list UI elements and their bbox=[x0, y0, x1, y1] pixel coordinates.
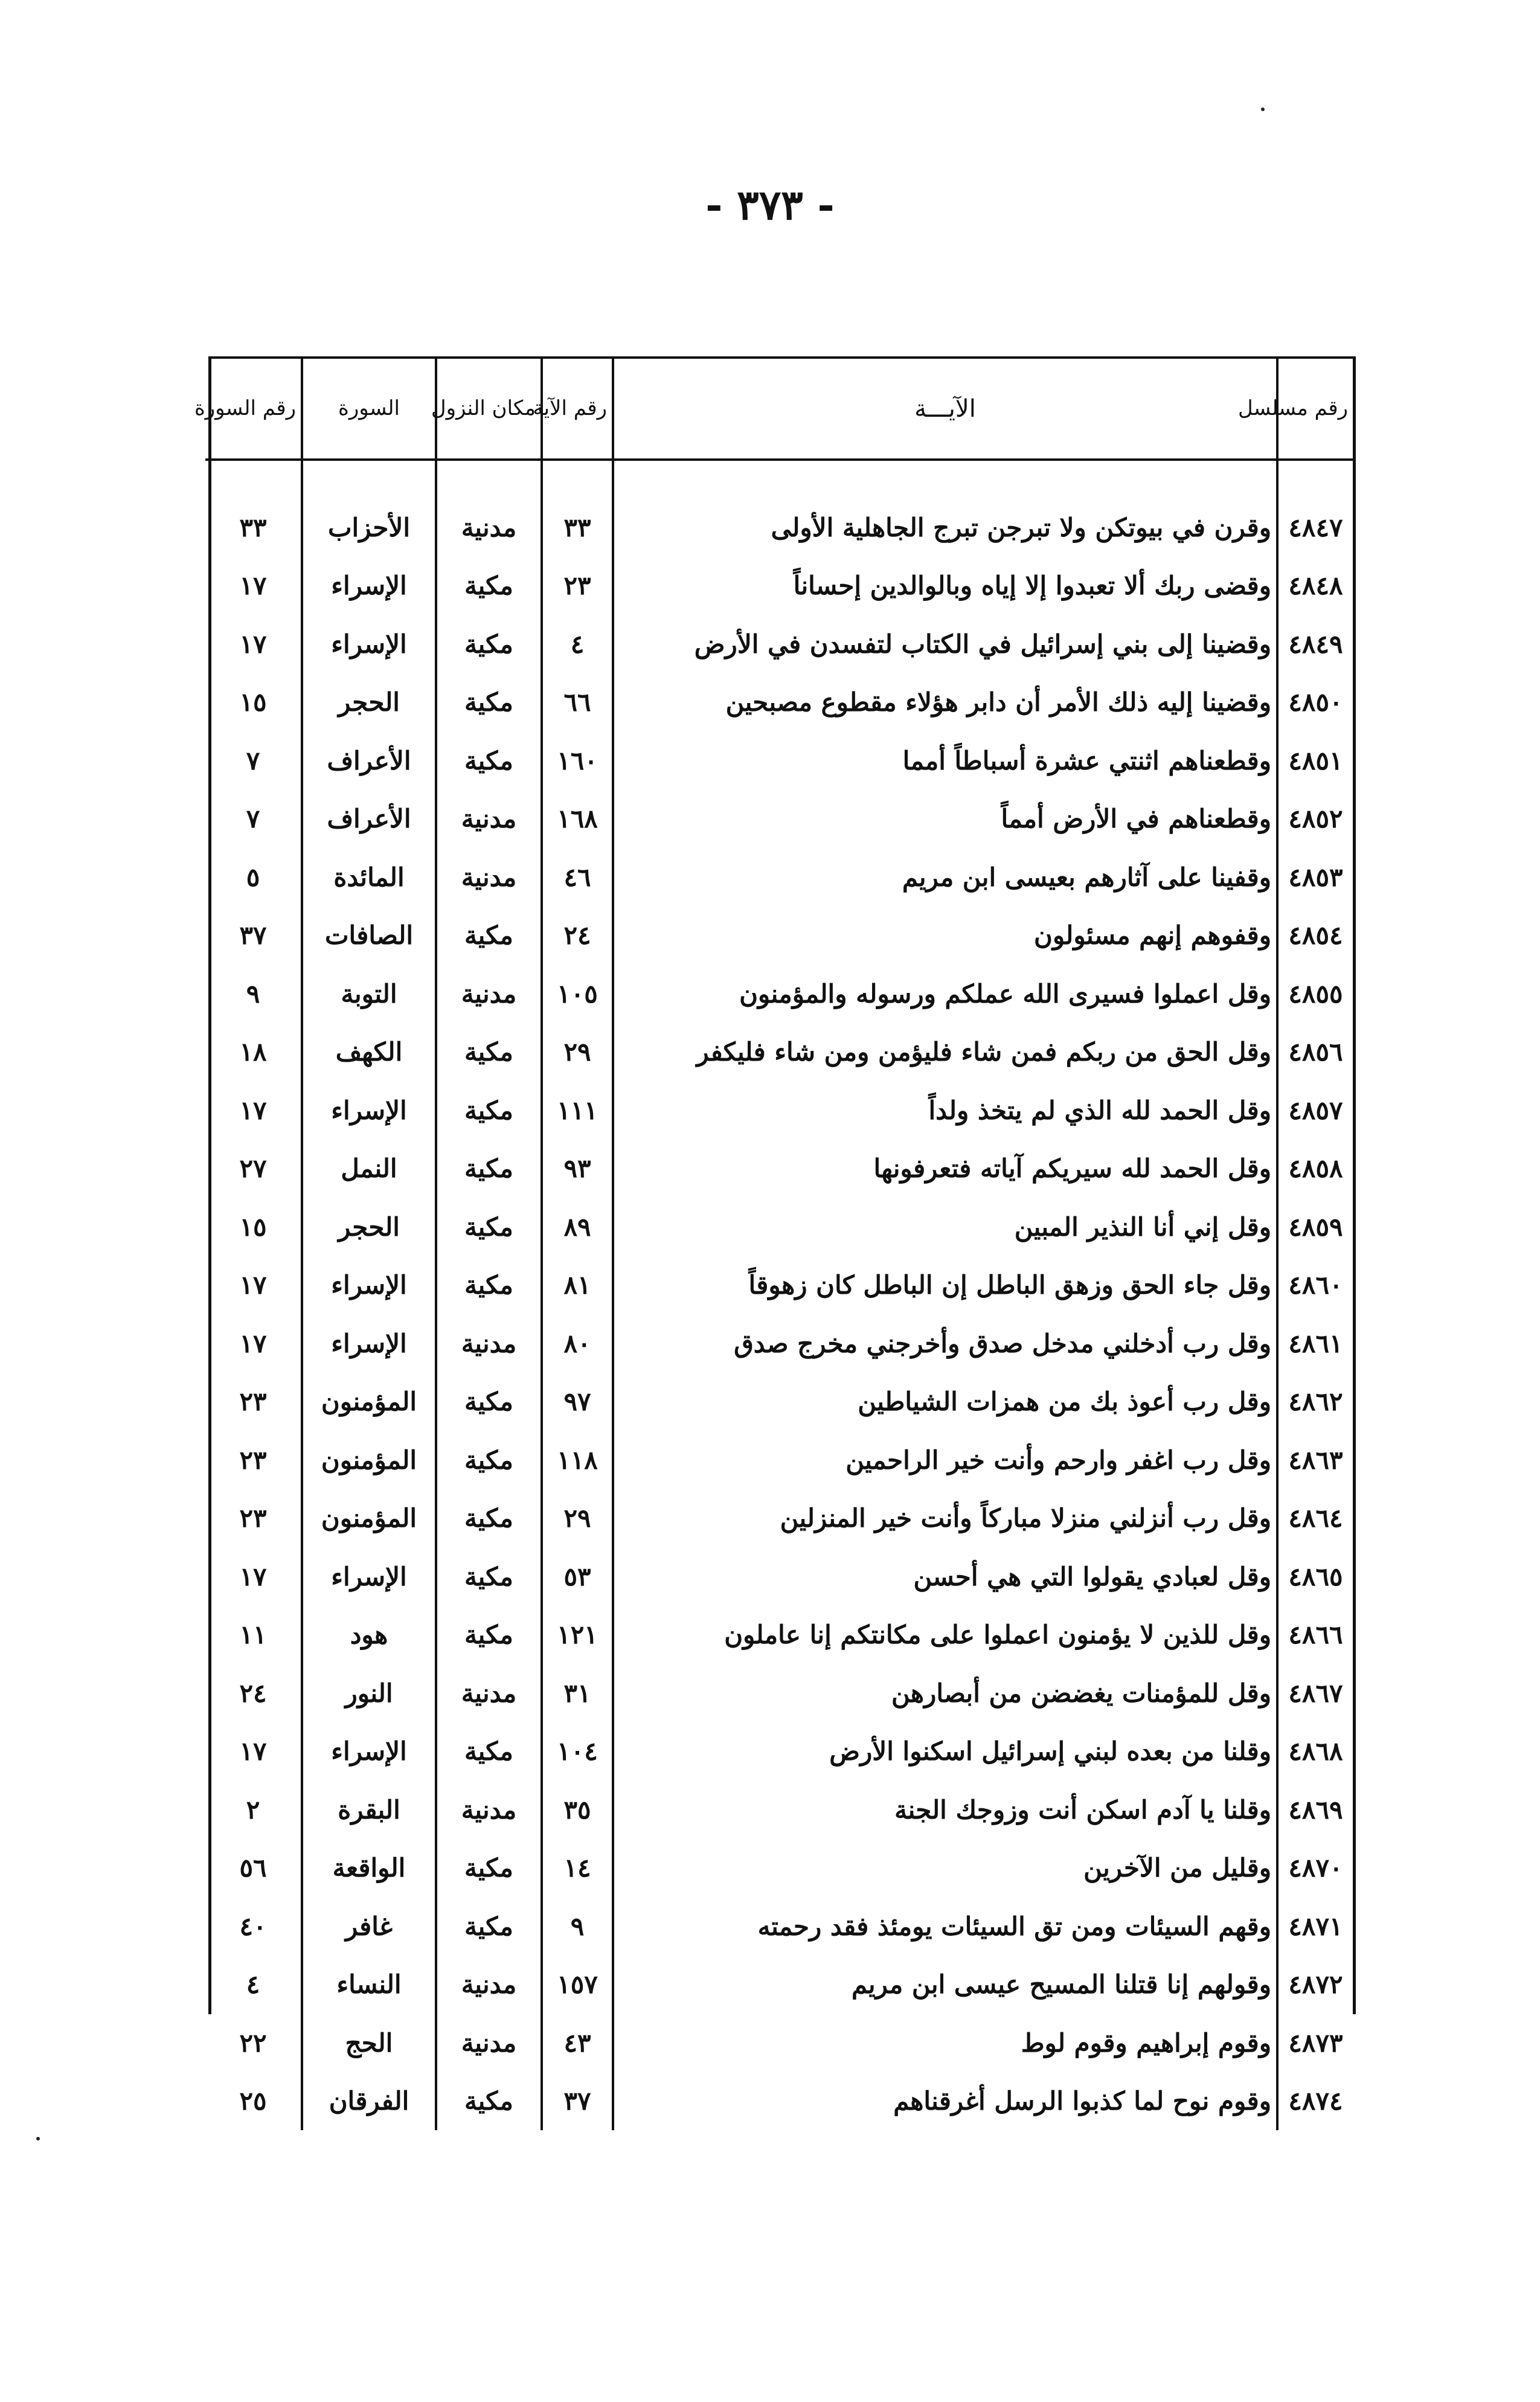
ayah-number-cell: ١٠٤ bbox=[542, 1723, 613, 1781]
ayah-text-cell: وقل الحمد لله سيريكم آياته فتعرفونها bbox=[613, 1140, 1277, 1198]
ayah-number-cell: ٥٣ bbox=[542, 1547, 613, 1606]
ayah-text-cell: وقوم نوح لما كذبوا الرسل أغرقناهم bbox=[613, 2072, 1277, 2131]
surah-number-cell: ١٧ bbox=[239, 571, 267, 601]
ayah-text-cell: وقضينا إليه ذلك الأمر أن دابر هؤلاء مقطوع مصبحين bbox=[613, 673, 1277, 732]
header-ayah-number: رقم الآية bbox=[542, 359, 613, 460]
revelation-place-cell: مكية bbox=[436, 1198, 542, 1256]
table-row bbox=[205, 848, 1353, 907]
print-speck bbox=[36, 2137, 40, 2140]
surah-number-cell: ٢٧ bbox=[239, 1154, 267, 1184]
revelation-place-cell: مدنية bbox=[436, 1956, 542, 2014]
ayah-number-cell: ٣١ bbox=[542, 1664, 613, 1723]
surah-number-cell: ٥٦ bbox=[239, 1853, 267, 1883]
ayah-number-cell: ١٢١ bbox=[542, 1606, 613, 1665]
table-row bbox=[205, 2014, 1353, 2072]
revelation-place-cell: مدنية bbox=[436, 848, 542, 907]
revelation-place-cell: مكية bbox=[436, 1256, 542, 1315]
surah-name-cell: الفرقان bbox=[302, 2072, 436, 2131]
ayah-number-cell: ٣٥ bbox=[542, 1781, 613, 1839]
ayah-text-cell: وقطعناهم في الأرض أمماً bbox=[613, 790, 1277, 849]
surah-number-cell: ٢٢ bbox=[239, 2028, 267, 2058]
revelation-place-cell: مكية bbox=[436, 673, 542, 732]
serial-cell: ٤٨٥٤ bbox=[1277, 907, 1353, 965]
serial-cell: ٤٨٧١ bbox=[1277, 1897, 1353, 1956]
table-row bbox=[205, 1606, 1353, 1665]
surah-name-cell: الإسراء bbox=[302, 1314, 436, 1373]
surah-number-cell: ٤ bbox=[246, 1970, 260, 2000]
serial-cell: ٤٨٥٦ bbox=[1277, 1023, 1353, 1082]
surah-name-cell: الإسراء bbox=[302, 557, 436, 615]
table-row bbox=[205, 1547, 1353, 1606]
ayah-text-cell: وقل للذين لا يؤمنون اعملوا على مكانتكم إنا عاملون bbox=[613, 1606, 1277, 1665]
table-row bbox=[205, 1489, 1353, 1548]
surah-number-cell: ١٧ bbox=[239, 1095, 267, 1125]
surah-name-cell: المؤمنون bbox=[302, 1489, 436, 1548]
ayah-number-cell: ٤٦ bbox=[542, 848, 613, 907]
ayah-number-cell: ٤ bbox=[542, 615, 613, 673]
surah-number-cell: ٢٣ bbox=[239, 1445, 267, 1475]
revelation-place-cell: مكية bbox=[436, 1140, 542, 1198]
surah-number-cell: ١٧ bbox=[239, 1328, 267, 1358]
revelation-place-cell: مكية bbox=[436, 1431, 542, 1489]
surah-name-cell: التوبة bbox=[302, 965, 436, 1023]
ayah-text-cell: وقل لعبادي يقولوا التي هي أحسن bbox=[613, 1547, 1277, 1606]
ayah-text-cell: وقلنا يا آدم اسكن أنت وزوجك الجنة bbox=[613, 1781, 1277, 1839]
surah-number-cell: ٤٠ bbox=[239, 1911, 267, 1941]
ayah-number-cell: ٨٩ bbox=[542, 1198, 613, 1256]
serial-cell: ٤٨٥١ bbox=[1277, 731, 1353, 790]
ayah-number-cell: ٢٩ bbox=[542, 1489, 613, 1548]
ayah-number-cell: ٦٦ bbox=[542, 673, 613, 732]
serial-cell: ٤٨٦٢ bbox=[1277, 1373, 1353, 1431]
serial-cell: ٤٨٥٥ bbox=[1277, 965, 1353, 1023]
revelation-place-cell: مكية bbox=[436, 1373, 542, 1431]
surah-name-cell: الصافات bbox=[302, 907, 436, 965]
ayah-text-cell: وقل رب اغفر وارحم وأنت خير الراحمين bbox=[613, 1431, 1277, 1489]
revelation-place-cell: مكية bbox=[436, 2072, 542, 2131]
ayah-number-cell: ١٦٠ bbox=[542, 731, 613, 790]
ayah-text-cell: وقل الحمد لله الذي لم يتخذ ولداً bbox=[613, 1081, 1277, 1140]
ayah-text-cell: وقل إني أنا النذير المبين bbox=[613, 1198, 1277, 1256]
surah-number-cell: ١٥ bbox=[239, 687, 267, 718]
ayah-text-cell: وقولهم إنا قتلنا المسيح عيسى ابن مريم bbox=[613, 1956, 1277, 2014]
ayah-text-cell: وقلنا من بعده لبني إسرائيل اسكنوا الأرض bbox=[613, 1723, 1277, 1781]
surah-name-cell: الحجر bbox=[302, 1198, 436, 1256]
surah-name-cell: الحج bbox=[302, 2014, 436, 2072]
table-row bbox=[205, 1198, 1353, 1256]
serial-cell: ٤٨٦٧ bbox=[1277, 1664, 1353, 1723]
surah-number-cell: ٧ bbox=[246, 804, 260, 834]
revelation-place-cell: مكية bbox=[436, 1723, 542, 1781]
ayah-number-cell: ١٤ bbox=[542, 1839, 613, 1898]
serial-cell: ٤٨٤٩ bbox=[1277, 615, 1353, 673]
table-row bbox=[205, 1897, 1353, 1956]
surah-name-cell: هود bbox=[302, 1606, 436, 1665]
ayah-number-cell: ٣٧ bbox=[542, 2072, 613, 2131]
surah-name-cell: النور bbox=[302, 1664, 436, 1723]
surah-name-cell: الإسراء bbox=[302, 1256, 436, 1315]
serial-cell: ٤٨٦٣ bbox=[1277, 1431, 1353, 1489]
table-row bbox=[205, 790, 1353, 849]
revelation-place-cell: مدنية bbox=[436, 1781, 542, 1839]
ayah-number-cell: ٤٣ bbox=[542, 2014, 613, 2072]
surah-name-cell: الأعراف bbox=[302, 790, 436, 849]
ayah-text-cell: وقطعناهم اثنتي عشرة أسباطاً أمما bbox=[613, 731, 1277, 790]
revelation-place-cell: مكية bbox=[436, 1606, 542, 1665]
surah-number-cell: ٢٥ bbox=[239, 2086, 267, 2116]
surah-number-cell: ٥ bbox=[246, 862, 260, 892]
surah-number-cell: ١١ bbox=[239, 1620, 267, 1650]
serial-cell: ٤٨٧٣ bbox=[1277, 2014, 1353, 2072]
revelation-place-cell: مكية bbox=[436, 1023, 542, 1082]
surah-number-cell: ١٧ bbox=[239, 1736, 267, 1767]
table-row bbox=[205, 907, 1353, 965]
surah-name-cell: الإسراء bbox=[302, 1723, 436, 1781]
header-surah: السورة bbox=[302, 359, 436, 460]
surah-name-cell: المؤمنون bbox=[302, 1373, 436, 1431]
header-surah-number: رقم السورة bbox=[205, 359, 302, 460]
revelation-place-cell: مكية bbox=[436, 1897, 542, 1956]
surah-name-cell: الإسراء bbox=[302, 1081, 436, 1140]
page-number: - ٣٧٣ - bbox=[705, 181, 835, 230]
surah-name-cell: الأعراف bbox=[302, 731, 436, 790]
table-row bbox=[205, 1081, 1353, 1140]
ayah-number-cell: ٨٠ bbox=[542, 1314, 613, 1373]
surah-number-cell: ١٥ bbox=[239, 1212, 267, 1242]
ayah-text-cell: وقل رب أعوذ بك من همزات الشياطين bbox=[613, 1373, 1277, 1431]
surah-name-cell: الواقعة bbox=[302, 1839, 436, 1898]
serial-cell: ٤٨٦٦ bbox=[1277, 1606, 1353, 1665]
revelation-place-cell: مدنية bbox=[436, 2014, 542, 2072]
header-place: مكان النزول bbox=[436, 359, 542, 460]
surah-name-cell: المائدة bbox=[302, 848, 436, 907]
surah-name-cell: الكهف bbox=[302, 1023, 436, 1082]
serial-cell: ٤٨٥٢ bbox=[1277, 790, 1353, 849]
table-row bbox=[205, 1723, 1353, 1781]
revelation-place-cell: مكية bbox=[436, 907, 542, 965]
revelation-place-cell: مكية bbox=[436, 1081, 542, 1140]
ayah-number-cell: ١٠٥ bbox=[542, 965, 613, 1023]
revelation-place-cell: مدنية bbox=[436, 498, 542, 557]
table-row bbox=[205, 1373, 1353, 1431]
serial-cell: ٤٨٧٤ bbox=[1277, 2072, 1353, 2131]
revelation-place-cell: مكية bbox=[436, 615, 542, 673]
ayah-text-cell: وقل رب أنزلني منزلا مباركاً وأنت خير المنزلين bbox=[613, 1489, 1277, 1548]
surah-name-cell: الحجر bbox=[302, 673, 436, 732]
revelation-place-cell: مكية bbox=[436, 557, 542, 615]
serial-cell: ٤٨٥٨ bbox=[1277, 1140, 1353, 1198]
serial-cell: ٤٨٦١ bbox=[1277, 1314, 1353, 1373]
surah-number-cell: ٢٣ bbox=[239, 1503, 267, 1533]
table-row bbox=[205, 731, 1353, 790]
surah-number-cell: ٩ bbox=[246, 978, 260, 1009]
ayah-number-cell: ٩ bbox=[542, 1897, 613, 1956]
revelation-place-cell: مدنية bbox=[436, 1314, 542, 1373]
ayah-number-cell: ٢٣ bbox=[542, 557, 613, 615]
verse-index-table bbox=[194, 359, 1353, 2130]
table-row bbox=[205, 615, 1353, 673]
surah-name-cell: غافر bbox=[302, 1897, 436, 1956]
table-row bbox=[205, 1664, 1353, 1723]
table-row bbox=[205, 965, 1353, 1023]
table-row bbox=[205, 1023, 1353, 1082]
table-row bbox=[205, 557, 1353, 615]
serial-cell: ٤٨٦٠ bbox=[1277, 1256, 1353, 1315]
surah-number-cell: ١٧ bbox=[239, 1561, 267, 1591]
ayah-text-cell: وقفوهم إنهم مسئولون bbox=[613, 907, 1277, 965]
ayah-number-cell: ١١١ bbox=[542, 1081, 613, 1140]
revelation-place-cell: مكية bbox=[436, 731, 542, 790]
ayah-text-cell: وقل للمؤمنات يغضضن من أبصارهن bbox=[613, 1664, 1277, 1723]
surah-number-cell: ٢٤ bbox=[239, 1678, 267, 1708]
table-row bbox=[205, 498, 1353, 557]
surah-number-cell: ٣٧ bbox=[239, 920, 267, 951]
ayah-text-cell: وقل اعملوا فسيرى الله عملكم ورسوله والمؤمنون bbox=[613, 965, 1277, 1023]
ayah-text-cell: وقرن في بيوتكن ولا تبرجن تبرج الجاهلية الأولى bbox=[613, 498, 1277, 557]
serial-cell: ٤٨٥٣ bbox=[1277, 848, 1353, 907]
header-spacer bbox=[205, 460, 1353, 498]
index-table-frame bbox=[194, 356, 1356, 2116]
table-row bbox=[205, 1781, 1353, 1839]
surah-name-cell: النمل bbox=[302, 1140, 436, 1198]
serial-cell: ٤٨٧٠ bbox=[1277, 1839, 1353, 1898]
surah-number-cell: ١٧ bbox=[239, 1270, 267, 1300]
ayah-text-cell: وقهم السيئات ومن تق السيئات يومئذ فقد رحمته bbox=[613, 1897, 1277, 1956]
ayah-number-cell: ٢٤ bbox=[542, 907, 613, 965]
surah-name-cell: الإسراء bbox=[302, 615, 436, 673]
surah-number-cell: ٧ bbox=[246, 745, 260, 776]
ayah-text-cell: وقفينا على آثارهم بعيسى ابن مريم bbox=[613, 848, 1277, 907]
ayah-number-cell: ٢٩ bbox=[542, 1023, 613, 1082]
table-row bbox=[205, 1256, 1353, 1315]
table-row bbox=[205, 1314, 1353, 1373]
header-ayah: الآيـــة bbox=[613, 359, 1277, 460]
table-row bbox=[205, 1431, 1353, 1489]
serial-cell: ٤٨٦٥ bbox=[1277, 1547, 1353, 1606]
ayah-text-cell: وقضينا إلى بني إسرائيل في الكتاب لتفسدن في الأرض bbox=[613, 615, 1277, 673]
serial-cell: ٤٨٧٢ bbox=[1277, 1956, 1353, 2014]
surah-number-cell: ٢٣ bbox=[239, 1387, 267, 1417]
surah-name-cell: البقرة bbox=[302, 1781, 436, 1839]
surah-name-cell: المؤمنون bbox=[302, 1431, 436, 1489]
ayah-number-cell: ٨١ bbox=[542, 1256, 613, 1315]
revelation-place-cell: مكية bbox=[436, 1489, 542, 1548]
surah-number-cell: ٣٣ bbox=[239, 512, 267, 542]
serial-cell: ٤٨٥٠ bbox=[1277, 673, 1353, 732]
ayah-number-cell: ٩٧ bbox=[542, 1373, 613, 1431]
surah-name-cell: الإسراء bbox=[302, 1547, 436, 1606]
table-row bbox=[205, 1839, 1353, 1898]
surah-name-cell: الأحزاب bbox=[302, 498, 436, 557]
table-row bbox=[205, 1140, 1353, 1198]
table-row bbox=[205, 673, 1353, 732]
ayah-number-cell: ٣٣ bbox=[542, 498, 613, 557]
ayah-text-cell: وقليل من الآخرين bbox=[613, 1839, 1277, 1898]
ayah-text-cell: وقل الحق من ربكم فمن شاء فليؤمن ومن شاء فليكفر bbox=[613, 1023, 1277, 1082]
revelation-place-cell: مدنية bbox=[436, 1664, 542, 1723]
header-serial: رقم مسلسل bbox=[1277, 359, 1353, 460]
print-speck bbox=[1261, 108, 1265, 111]
serial-cell: ٤٨٦٨ bbox=[1277, 1723, 1353, 1781]
ayah-text-cell: وقل رب أدخلني مدخل صدق وأخرجني مخرج صدق bbox=[613, 1314, 1277, 1373]
ayah-text-cell: وقضى ربك ألا تعبدوا إلا إياه وبالوالدين إحساناً bbox=[613, 557, 1277, 615]
ayah-number-cell: ٩٣ bbox=[542, 1140, 613, 1198]
ayah-number-cell: ١١٨ bbox=[542, 1431, 613, 1489]
serial-cell: ٤٨٤٨ bbox=[1277, 557, 1353, 615]
revelation-place-cell: مكية bbox=[436, 1547, 542, 1606]
serial-cell: ٤٨٥٩ bbox=[1277, 1198, 1353, 1256]
ayah-text-cell: وقل جاء الحق وزهق الباطل إن الباطل كان زهوقاً bbox=[613, 1256, 1277, 1315]
surah-number-cell: ١٨ bbox=[239, 1037, 267, 1067]
ayah-number-cell: ١٥٧ bbox=[542, 1956, 613, 2014]
serial-cell: ٤٨٦٩ bbox=[1277, 1781, 1353, 1839]
table-body bbox=[205, 460, 1353, 2130]
serial-cell: ٤٨٥٧ bbox=[1277, 1081, 1353, 1140]
table-row bbox=[205, 1956, 1353, 2014]
revelation-place-cell: مدنية bbox=[436, 790, 542, 849]
ayah-text-cell: وقوم إبراهيم وقوم لوط bbox=[613, 2014, 1277, 2072]
table-header-row bbox=[205, 359, 1353, 460]
serial-cell: ٤٨٤٧ bbox=[1277, 498, 1353, 557]
table-row bbox=[205, 2072, 1353, 2131]
surah-number-cell: ٢ bbox=[246, 1794, 260, 1825]
surah-name-cell: النساء bbox=[302, 1956, 436, 2014]
ayah-number-cell: ١٦٨ bbox=[542, 790, 613, 849]
serial-cell: ٤٨٦٤ bbox=[1277, 1489, 1353, 1548]
revelation-place-cell: مدنية bbox=[436, 965, 542, 1023]
revelation-place-cell: مكية bbox=[436, 1839, 542, 1898]
surah-number-cell: ١٧ bbox=[239, 629, 267, 659]
